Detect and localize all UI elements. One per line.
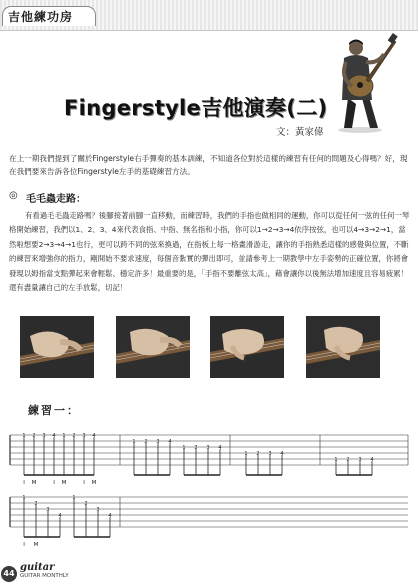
svg-text:1: 1 bbox=[62, 433, 66, 439]
hand-photo-2 bbox=[116, 316, 190, 378]
pick-mark: I bbox=[53, 480, 55, 486]
guitarist-photo bbox=[326, 28, 398, 134]
hand-photo-3 bbox=[210, 316, 284, 378]
pick-mark: M bbox=[31, 480, 37, 486]
svg-text:1: 1 bbox=[72, 495, 76, 501]
svg-text:4: 4 bbox=[52, 433, 56, 439]
svg-text:4: 4 bbox=[168, 439, 172, 445]
svg-text:4: 4 bbox=[58, 513, 62, 519]
svg-text:1: 1 bbox=[244, 451, 248, 457]
svg-text:2: 2 bbox=[194, 445, 198, 451]
brand-logo: guitar bbox=[20, 562, 55, 573]
svg-text:4: 4 bbox=[92, 433, 96, 439]
svg-text:2: 2 bbox=[144, 439, 148, 445]
svg-text:4: 4 bbox=[280, 451, 284, 457]
svg-text:3: 3 bbox=[96, 507, 100, 513]
svg-text:3: 3 bbox=[82, 433, 86, 439]
pick-mark: M bbox=[33, 542, 39, 548]
brand-subtitle: GUITAR MONTHLY bbox=[20, 573, 69, 579]
svg-text:4: 4 bbox=[108, 513, 112, 519]
svg-text:1: 1 bbox=[182, 445, 186, 451]
pick-mark: I bbox=[83, 480, 85, 486]
pick-mark: M bbox=[61, 480, 67, 486]
svg-text:3: 3 bbox=[156, 439, 160, 445]
tablature-notation bbox=[0, 425, 418, 573]
pick-mark: M bbox=[91, 480, 97, 486]
svg-text:3: 3 bbox=[358, 457, 362, 463]
page-number: 44 bbox=[1, 566, 17, 582]
svg-text:3: 3 bbox=[46, 507, 50, 513]
body-paragraph: 有看過毛毛蟲走路嗎？後腳接著前腳一直移動，而練習時，我們的手指也做相同的運動，你可以從任何一弦的任何一琴格開始練習，我們以1、2、3、4來代表食指、中指、無名指和小指，你可以1→2→3→4依序按弦，也可以4→3→2→1，當然啦想要2→3→4→1也行，更可以跨不同的弦來換過，在指板上每一格畫滑游走，讓你的手指熟悉這樣的感覺與位置，不斷的練習來增強你的指力，剛開始不要求速度，每個音紮實的彈出即可，並請參考上一期教學中左手姿勢的正確位置，你將會發現以姆指當支點彈起來會輕鬆、穩定許多！最重要的是，「手指不要離弦太高」，藉會讓你以後無法增加速度且容易疲累！還有盡量讓自己的左手放鬆，切記！ bbox=[9, 211, 410, 293]
hand-photo-4 bbox=[306, 316, 380, 378]
exercise-label: 練習一： bbox=[28, 404, 80, 417]
article-title: Fingerstyle吉他演奏(二) bbox=[64, 96, 328, 120]
svg-text:1: 1 bbox=[132, 439, 136, 445]
svg-text:2: 2 bbox=[346, 457, 350, 463]
svg-text:4: 4 bbox=[370, 457, 374, 463]
article-author: 文：黃家偉 bbox=[276, 127, 324, 138]
svg-text:2: 2 bbox=[256, 451, 260, 457]
svg-text:1: 1 bbox=[22, 433, 26, 439]
svg-text:3: 3 bbox=[42, 433, 46, 439]
pick-mark: I bbox=[23, 480, 25, 486]
svg-text:2: 2 bbox=[72, 433, 76, 439]
hand-photo-1 bbox=[20, 316, 94, 378]
svg-text:1: 1 bbox=[22, 495, 26, 501]
bullet-circle-icon: ◎ bbox=[9, 190, 18, 201]
section-tab: 吉他練功房 bbox=[2, 6, 96, 26]
svg-text:2: 2 bbox=[34, 501, 38, 507]
svg-text:4: 4 bbox=[218, 445, 222, 451]
intro-paragraph: 在上一期我們提到了關於Fingerstyle右手彈奏的基本訓練，不知道各位對於這樣的練習有任何的問題及心得嗎？好，現在我們要來告訴各位Fingerstyle左手的基礎練習方法。 bbox=[9, 154, 408, 176]
svg-text:3: 3 bbox=[268, 451, 272, 457]
svg-text:3: 3 bbox=[206, 445, 210, 451]
pick-mark: I bbox=[23, 542, 25, 548]
svg-text:2: 2 bbox=[32, 433, 36, 439]
svg-text:2: 2 bbox=[84, 501, 88, 507]
section-subheading: 毛毛蟲走路： bbox=[26, 194, 86, 205]
hand-photo-strip bbox=[20, 316, 400, 378]
svg-text:1: 1 bbox=[334, 457, 338, 463]
